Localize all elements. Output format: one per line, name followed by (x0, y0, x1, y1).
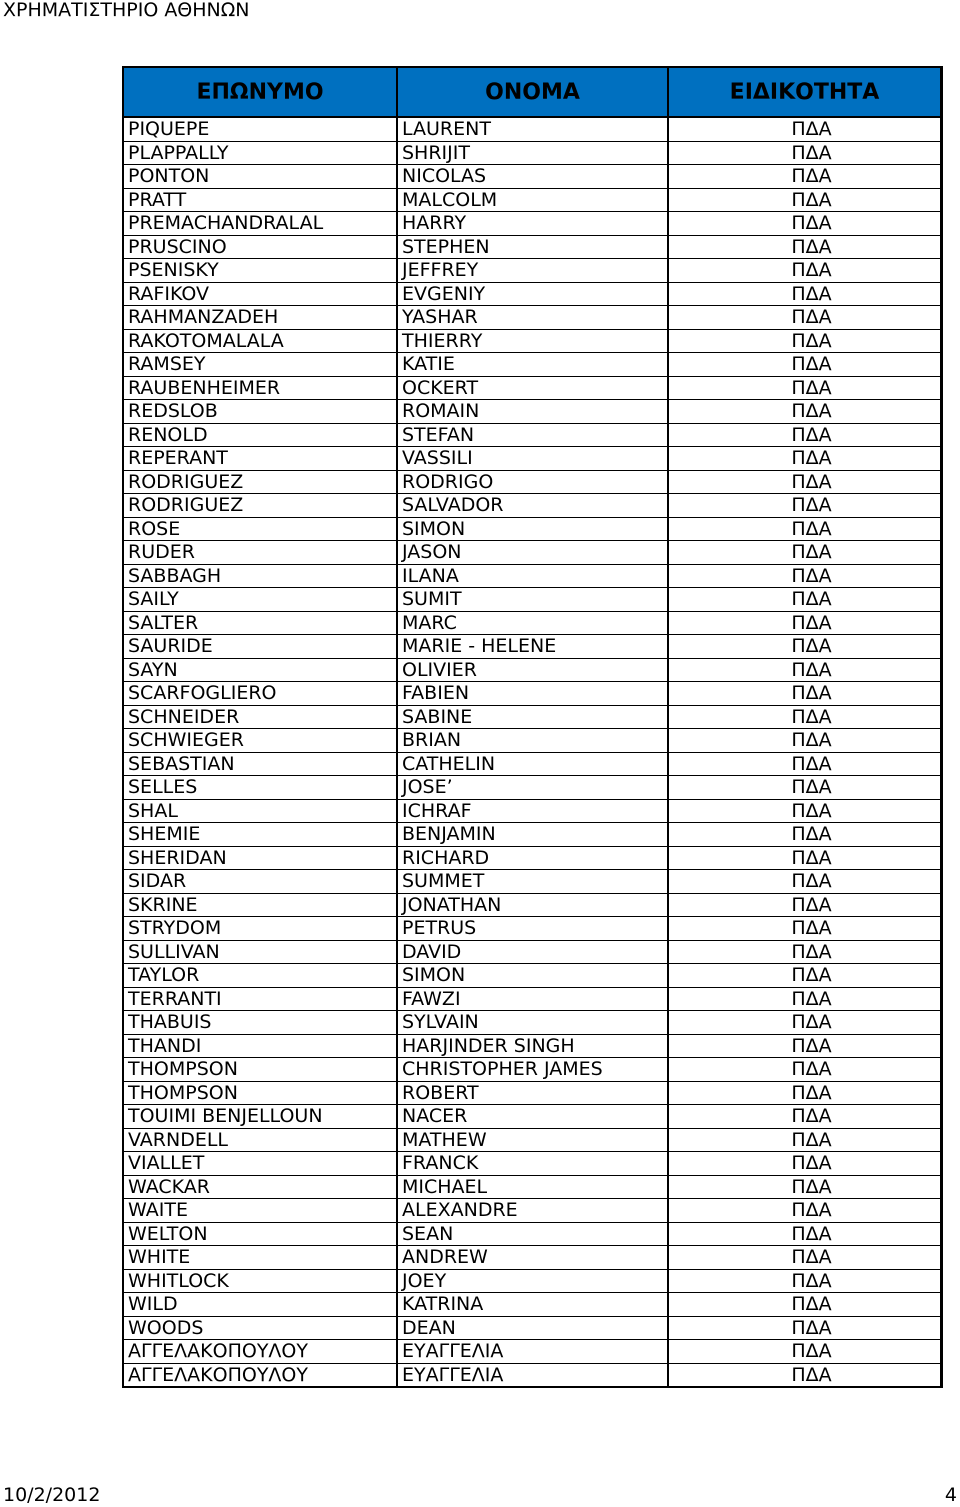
specialty-cell: ΠΔΑ (668, 306, 940, 330)
table-row (124, 1034, 940, 1058)
name-cell: BENJAMIN (397, 823, 668, 847)
name-cell: ALEXANDRE (397, 1199, 668, 1223)
name-cell: STEPHEN (397, 235, 668, 259)
table-row (124, 212, 940, 236)
table-row (124, 235, 940, 259)
table-row (124, 470, 940, 494)
name-cell: RODRIGO (397, 470, 668, 494)
surname-cell: SHAL (124, 799, 397, 823)
surname-cell: THOMPSON (124, 1081, 397, 1105)
specialty-cell: ΠΔΑ (668, 1105, 940, 1129)
table-row (124, 917, 940, 941)
surname-cell: SULLIVAN (124, 940, 397, 964)
name-cell: ROBERT (397, 1081, 668, 1105)
name-cell: JOEY (397, 1269, 668, 1293)
name-cell: MARC (397, 611, 668, 635)
specialty-cell: ΠΔΑ (668, 658, 940, 682)
specialty-cell: ΠΔΑ (668, 1175, 940, 1199)
table-body (124, 117, 940, 1386)
surname-cell: RAHMANZADEH (124, 306, 397, 330)
surname-cell: WAITE (124, 1199, 397, 1223)
surname-cell: PLAPPALLY (124, 141, 397, 165)
surname-cell: PIQUEPE (124, 117, 397, 141)
name-cell: THIERRY (397, 329, 668, 353)
specialty-cell: ΠΔΑ (668, 517, 940, 541)
specialty-cell: ΠΔΑ (668, 541, 940, 565)
table-row (124, 1152, 940, 1176)
specialty-cell: ΠΔΑ (668, 1222, 940, 1246)
specialty-cell: ΠΔΑ (668, 141, 940, 165)
footer-date: 10/2/2012 (3, 1484, 101, 1506)
specialty-cell: ΠΔΑ (668, 987, 940, 1011)
table-row (124, 1269, 940, 1293)
footer-page-number: 4 (944, 1484, 957, 1506)
name-cell: ROMAIN (397, 400, 668, 424)
specialty-cell: ΠΔΑ (668, 846, 940, 870)
specialty-cell: ΠΔΑ (668, 1081, 940, 1105)
specialty-cell: ΠΔΑ (668, 282, 940, 306)
specialty-cell: ΠΔΑ (668, 705, 940, 729)
surname-cell: WHITLOCK (124, 1269, 397, 1293)
name-cell: PETRUS (397, 917, 668, 941)
surname-cell: PREMACHANDRALAL (124, 212, 397, 236)
table-row (124, 1246, 940, 1270)
specialty-cell: ΠΔΑ (668, 1293, 940, 1317)
specialty-cell: ΠΔΑ (668, 1316, 940, 1340)
name-cell: ΕΥΑΓΓΕΛΙΑ (397, 1363, 668, 1386)
table-row (124, 188, 940, 212)
name-cell: FAWZI (397, 987, 668, 1011)
name-cell: JEFFREY (397, 259, 668, 283)
table-row (124, 141, 940, 165)
surname-cell: RODRIGUEZ (124, 494, 397, 518)
table-row (124, 823, 940, 847)
specialty-cell: ΠΔΑ (668, 1058, 940, 1082)
name-cell: JASON (397, 541, 668, 565)
name-cell: RICHARD (397, 846, 668, 870)
surname-cell: SCHWIEGER (124, 729, 397, 753)
specialty-cell: ΠΔΑ (668, 1034, 940, 1058)
surname-cell: STRYDOM (124, 917, 397, 941)
surname-cell: VIALLET (124, 1152, 397, 1176)
name-cell: ANDREW (397, 1246, 668, 1270)
specialty-cell: ΠΔΑ (668, 329, 940, 353)
table-row (124, 329, 940, 353)
surname-cell: TAYLOR (124, 964, 397, 988)
surname-cell: WOODS (124, 1316, 397, 1340)
name-cell: OLIVIER (397, 658, 668, 682)
name-cell: CHRISTOPHER JAMES (397, 1058, 668, 1082)
table-row (124, 658, 940, 682)
specialty-cell: ΠΔΑ (668, 259, 940, 283)
table-row (124, 1011, 940, 1035)
surname-cell: WELTON (124, 1222, 397, 1246)
table-row (124, 564, 940, 588)
surname-cell: PRUSCINO (124, 235, 397, 259)
table-row (124, 846, 940, 870)
specialty-cell: ΠΔΑ (668, 870, 940, 894)
surname-cell: WHITE (124, 1246, 397, 1270)
specialty-cell: ΠΔΑ (668, 423, 940, 447)
specialty-cell: ΠΔΑ (668, 752, 940, 776)
specialty-cell: ΠΔΑ (668, 964, 940, 988)
table-row (124, 494, 940, 518)
specialty-cell: ΠΔΑ (668, 588, 940, 612)
surname-cell: RAKOTOMALALA (124, 329, 397, 353)
surname-cell: SHEMIE (124, 823, 397, 847)
specialty-cell: ΠΔΑ (668, 447, 940, 471)
surname-cell: SAURIDE (124, 635, 397, 659)
table-row (124, 1316, 940, 1340)
name-cell: SYLVAIN (397, 1011, 668, 1035)
surname-cell: ROSE (124, 517, 397, 541)
surname-cell: TERRANTI (124, 987, 397, 1011)
surname-cell: THOMPSON (124, 1058, 397, 1082)
surname-cell: SAILY (124, 588, 397, 612)
specialty-cell: ΠΔΑ (668, 893, 940, 917)
surname-cell: SEBASTIAN (124, 752, 397, 776)
surname-cell: SALTER (124, 611, 397, 635)
name-cell: SUMIT (397, 588, 668, 612)
name-cell: KATRINA (397, 1293, 668, 1317)
column-header-name: ΟΝΟΜΑ (397, 68, 668, 117)
name-cell: DEAN (397, 1316, 668, 1340)
table-row (124, 423, 940, 447)
specialty-cell: ΠΔΑ (668, 1152, 940, 1176)
table-row (124, 1058, 940, 1082)
name-cell: KATIE (397, 353, 668, 377)
surname-cell: RAFIKOV (124, 282, 397, 306)
name-cell: SIMON (397, 517, 668, 541)
table-row (124, 447, 940, 471)
name-cell: STEFAN (397, 423, 668, 447)
table-row (124, 1340, 940, 1364)
surname-cell: WACKAR (124, 1175, 397, 1199)
name-cell: HARRY (397, 212, 668, 236)
specialty-cell: ΠΔΑ (668, 611, 940, 635)
table-row (124, 541, 940, 565)
specialty-cell: ΠΔΑ (668, 235, 940, 259)
specialty-cell: ΠΔΑ (668, 1011, 940, 1035)
surname-cell: PONTON (124, 165, 397, 189)
name-cell: JONATHAN (397, 893, 668, 917)
surname-cell: SCHNEIDER (124, 705, 397, 729)
name-cell: FABIEN (397, 682, 668, 706)
table-row (124, 799, 940, 823)
table-row (124, 588, 940, 612)
surname-cell: RAMSEY (124, 353, 397, 377)
table-row (124, 306, 940, 330)
table-row (124, 1363, 940, 1386)
table-row (124, 1081, 940, 1105)
specialty-cell: ΠΔΑ (668, 917, 940, 941)
table-row (124, 1293, 940, 1317)
names-table (122, 66, 943, 1388)
page-title: ΧΡΗΜΑΤΙΣΤΗΡΙΟ ΑΘΗΝΩΝ (3, 0, 250, 21)
surname-cell: SABBAGH (124, 564, 397, 588)
surname-cell: REPERANT (124, 447, 397, 471)
surname-cell: THANDI (124, 1034, 397, 1058)
specialty-cell: ΠΔΑ (668, 682, 940, 706)
specialty-cell: ΠΔΑ (668, 400, 940, 424)
surname-cell: RAUBENHEIMER (124, 376, 397, 400)
surname-cell: WILD (124, 1293, 397, 1317)
specialty-cell: ΠΔΑ (668, 1340, 940, 1364)
specialty-cell: ΠΔΑ (668, 1128, 940, 1152)
table-row (124, 893, 940, 917)
specialty-cell: ΠΔΑ (668, 635, 940, 659)
name-cell: HARJINDER SINGH (397, 1034, 668, 1058)
specialty-cell: ΠΔΑ (791, 1363, 832, 1386)
surname-cell: SAYN (124, 658, 397, 682)
name-cell: SEAN (397, 1222, 668, 1246)
table-row (124, 776, 940, 800)
surname-cell: SELLES (124, 776, 397, 800)
name-cell: JOSE’ (397, 776, 668, 800)
surname-cell: SKRINE (124, 893, 397, 917)
name-cell: MARIE - HELENE (397, 635, 668, 659)
table-row (124, 1128, 940, 1152)
table-row (124, 870, 940, 894)
name-cell: MALCOLM (397, 188, 668, 212)
specialty-cell: ΠΔΑ (668, 165, 940, 189)
specialty-cell: ΠΔΑ (668, 940, 940, 964)
name-cell: MATHEW (397, 1128, 668, 1152)
name-cell: YASHAR (397, 306, 668, 330)
specialty-cell: ΠΔΑ (668, 353, 940, 377)
table-row (124, 964, 940, 988)
table-row (124, 635, 940, 659)
table-row (124, 705, 940, 729)
name-cell: SUMMET (397, 870, 668, 894)
name-cell: OCKERT (397, 376, 668, 400)
specialty-cell: ΠΔΑ (668, 729, 940, 753)
name-cell: SABINE (397, 705, 668, 729)
table-row (124, 1199, 940, 1223)
table-row (124, 376, 940, 400)
specialty-cell: ΠΔΑ (668, 212, 940, 236)
name-cell: SHRIJIT (397, 141, 668, 165)
surname-cell: ΑΓΓΕΛΑΚΟΠΟΥΛΟΥ (124, 1363, 397, 1386)
specialty-cell: ΠΔΑ (668, 117, 940, 141)
specialty-cell: ΠΔΑ (668, 188, 940, 212)
name-cell: ICHRAF (397, 799, 668, 823)
surname-cell: RODRIGUEZ (124, 470, 397, 494)
table-row (124, 987, 940, 1011)
surname-cell: SIDAR (124, 870, 397, 894)
name-cell: BRIAN (397, 729, 668, 753)
table-row (124, 353, 940, 377)
table-row (124, 729, 940, 753)
name-cell: FRANCK (397, 1152, 668, 1176)
table-row (124, 259, 940, 283)
surname-cell: TOUIMI BENJELLOUN (124, 1105, 397, 1129)
table-row (124, 682, 940, 706)
name-cell: EVGENIY (397, 282, 668, 306)
surname-cell: THABUIS (124, 1011, 397, 1035)
column-header-surname: ΕΠΩΝΥΜΟ (124, 68, 397, 117)
specialty-cell: ΠΔΑ (668, 776, 940, 800)
specialty-cell: ΠΔΑ (668, 823, 940, 847)
specialty-cell: ΠΔΑ (668, 1199, 940, 1223)
name-cell: NACER (397, 1105, 668, 1129)
specialty-cell: ΠΔΑ (668, 799, 940, 823)
table-row (124, 611, 940, 635)
surname-cell: SHERIDAN (124, 846, 397, 870)
specialty-cell: ΠΔΑ (668, 564, 940, 588)
specialty-cell: ΠΔΑ (668, 1246, 940, 1270)
specialty-cell: ΠΔΑ (668, 494, 940, 518)
table-row (124, 517, 940, 541)
table-row (124, 282, 940, 306)
name-cell: SALVADOR (397, 494, 668, 518)
name-cell: DAVID (397, 940, 668, 964)
surname-cell: RUDER (124, 541, 397, 565)
surname-cell: PRATT (124, 188, 397, 212)
name-cell: VASSILI (397, 447, 668, 471)
table-row (124, 1175, 940, 1199)
specialty-cell: ΠΔΑ (668, 376, 940, 400)
table-header-row (124, 68, 940, 117)
table-row (124, 400, 940, 424)
specialty-cell: ΠΔΑ (668, 1269, 940, 1293)
name-cell: ΕΥΑΓΓΕΛΙΑ (397, 1340, 668, 1364)
name-cell: LAURENT (397, 117, 668, 141)
table-row (124, 1222, 940, 1246)
table-row (124, 117, 940, 141)
surname-cell: RENOLD (124, 423, 397, 447)
name-cell: ILANA (397, 564, 668, 588)
name-cell: NICOLAS (397, 165, 668, 189)
surname-cell: SCARFOGLIERO (124, 682, 397, 706)
surname-cell: ΑΓΓΕΛΑΚΟΠΟΥΛΟΥ (124, 1340, 397, 1364)
surname-cell: VARNDELL (124, 1128, 397, 1152)
table-row (124, 940, 940, 964)
surname-cell: PSENISKY (124, 259, 397, 283)
table-row (124, 752, 940, 776)
table-row (124, 165, 940, 189)
surname-cell: REDSLOB (124, 400, 397, 424)
name-cell: SIMON (397, 964, 668, 988)
name-cell: MICHAEL (397, 1175, 668, 1199)
name-cell: CATHELIN (397, 752, 668, 776)
specialty-cell: ΠΔΑ (668, 470, 940, 494)
column-header-specialty: ΕΙΔΙΚΟΤΗΤΑ (668, 68, 940, 117)
table-row (124, 1105, 940, 1129)
